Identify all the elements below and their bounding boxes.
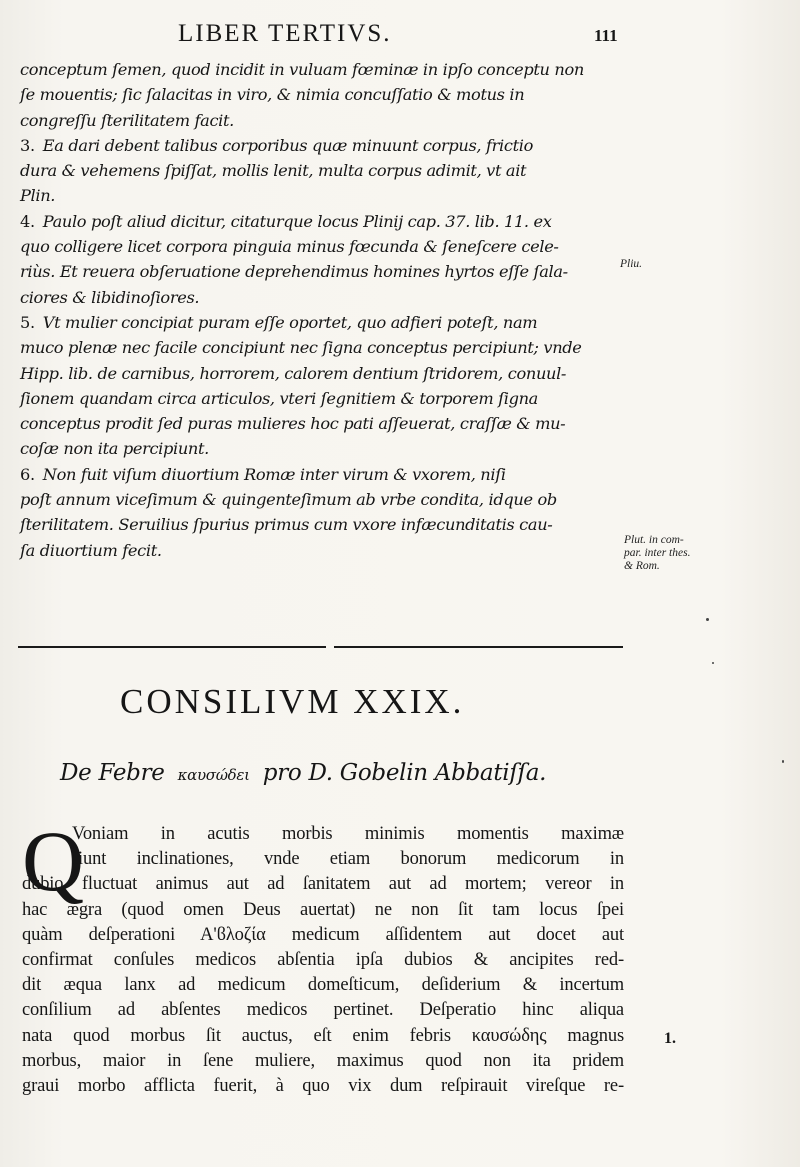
body-line: Voniam in acutis morbis minimis momentis maximæ (72, 824, 624, 844)
note-number: 6. (20, 464, 35, 484)
note-line (20, 436, 625, 461)
body-line: conſilium ad abſentes medicos pertinet. Deſperatio hinc aliqua (22, 1000, 624, 1021)
note-text: conceptum ſemen, quod incidit in vuluam fœminæ in ipſo conceptu non (20, 60, 584, 79)
note-number: 5. (20, 312, 35, 332)
margin-note-pliny: Pliu. (620, 258, 643, 270)
margin-note-plutarch (624, 534, 719, 573)
margin-note-line: Plut. in com- (624, 534, 684, 546)
note-text: dura & vehemens ſpiſſat, mollis lenit, multa corpus adimit, vt ait (20, 161, 527, 181)
paper-speck (712, 662, 714, 664)
subheading-post: pro D. Gobelin Abbatiſſa. (262, 760, 547, 786)
note-line (20, 57, 625, 82)
note-text: Hipp. lib. de carnibus, horrorem, calorem dentium ſtridorem, conuul- (20, 363, 567, 383)
note-text: Non fuit viſum diuortium Romæ inter virum & vxorem, niſi (42, 464, 506, 484)
body-line: dit æqua lanx ad medicum domeſticum, deſiderium & incertum (22, 975, 624, 996)
note-block (20, 462, 625, 563)
paragraph-marker: 1. (664, 1030, 676, 1047)
note-line (20, 386, 625, 411)
note-line (20, 285, 625, 310)
body-line: dubio fluctuat animus aut ad ſanitatem aut ad mortem; vereor in (22, 874, 624, 895)
consilium-subheading (60, 760, 546, 786)
note-block (20, 57, 625, 133)
note-text: muco plenæ nec facile concipiunt nec ſigna conceptus percipiunt; vnde (20, 338, 582, 358)
note-line (20, 538, 625, 563)
note-line (20, 361, 625, 386)
note-line (20, 158, 625, 183)
note-line (20, 462, 625, 487)
body-line: morbus, maior in ſene muliere, maximus quod non ita pridem (22, 1050, 624, 1071)
note-line (20, 133, 625, 158)
page-number: 111 (594, 26, 618, 45)
note-number: 4. (20, 211, 35, 231)
note-text: Vt mulier concipiat puram eſſe oportet, quo adfieri poteſt, nam (42, 312, 538, 332)
note-text: poſt annum viceſimum & quingenteſimum ab vrbe condita, idque ob (20, 490, 557, 510)
section-divider (18, 646, 623, 656)
note-text: congreſſu ſterilitatem facit. (20, 110, 234, 130)
note-text: coſæ non ita percipiunt. (20, 439, 209, 459)
consilium-heading: CONSILIVM XXIX. (120, 682, 465, 721)
note-text: ſterilitatem. Seruilius ſpurius primus cum vxore infæcunditatis cau- (20, 515, 553, 535)
note-line (20, 82, 625, 107)
note-block (20, 209, 625, 310)
subheading-pre: De Febre (60, 760, 165, 786)
note-line (20, 512, 625, 537)
note-text: Paulo poſt aliud dicitur, citaturque locus Plinij cap. 37. lib. 11. ex (42, 211, 552, 231)
note-line (20, 310, 625, 335)
drop-cap: Q (22, 813, 85, 909)
note-block (20, 310, 625, 462)
note-text: ſionem quandam circa articulos, vteri ſegnitiem & torporem ſigna (20, 388, 538, 408)
body-line: graui morbo afflicta fuerit, à quo vix dum reſpirauit vireſque re- (22, 1075, 624, 1096)
divider-rule-left (18, 646, 326, 648)
note-line (20, 487, 625, 512)
note-line (20, 108, 625, 133)
body-line: confirmat conſules medicos abſentia ipſa dubios & ancipites red- (22, 949, 624, 970)
note-text: quo colligere licet corpora pinguia minus fœcunda & ſeneſcere cele- (20, 237, 559, 257)
body-line: hac ægra (quod omen Deus auertat) ne non ſit tam locus ſpei (22, 899, 624, 920)
note-text: ciores & libidinoſiores. (20, 287, 200, 307)
note-text: Plin. (20, 186, 56, 206)
note-text: riùs. Et reuera obſeruatione deprehendimus homines hyrtos eſſe ſala- (20, 262, 568, 282)
note-line (20, 335, 625, 360)
note-text: ſe mouentis; ſic ſalacitas in viro, & nimia concuſſatio & motus in (20, 85, 525, 105)
note-line (20, 411, 625, 436)
note-text: ſa diuortium fecit. (20, 540, 162, 560)
margin-note-line: par. inter thes. (624, 547, 691, 559)
consilium-body (22, 822, 624, 1099)
note-line (20, 234, 625, 259)
note-line (20, 209, 625, 234)
note-block (20, 133, 625, 209)
annotation-notes (20, 57, 625, 563)
body-line: nata quod morbus ſit auctus, eſt enim febris καυσώδης magnus (22, 1025, 624, 1046)
note-text: conceptus prodit ſed puras mulieres hoc pati aſſeuerat, craſſæ & mu- (20, 414, 566, 434)
divider-rule-right (334, 646, 623, 648)
note-number: 3. (20, 135, 35, 155)
paper-speck (782, 760, 784, 763)
note-text: Ea dari debent talibus corporibus quæ minuunt corpus, frictio (42, 135, 533, 155)
margin-note-line: & Rom. (624, 560, 660, 572)
note-line (20, 259, 625, 284)
paper-speck (706, 618, 709, 621)
body-line: quàm deſperationi A'ϐλοζία medicum aſſidentem aut docet aut (22, 924, 624, 945)
note-line (20, 183, 625, 208)
running-head (0, 20, 800, 50)
running-title: LIBER TERTIVS. (178, 20, 392, 47)
body-line: fiunt inclinationes, vnde etiam bonorum medicorum in (72, 849, 624, 870)
subheading-greek: καυσώδει (177, 766, 250, 784)
